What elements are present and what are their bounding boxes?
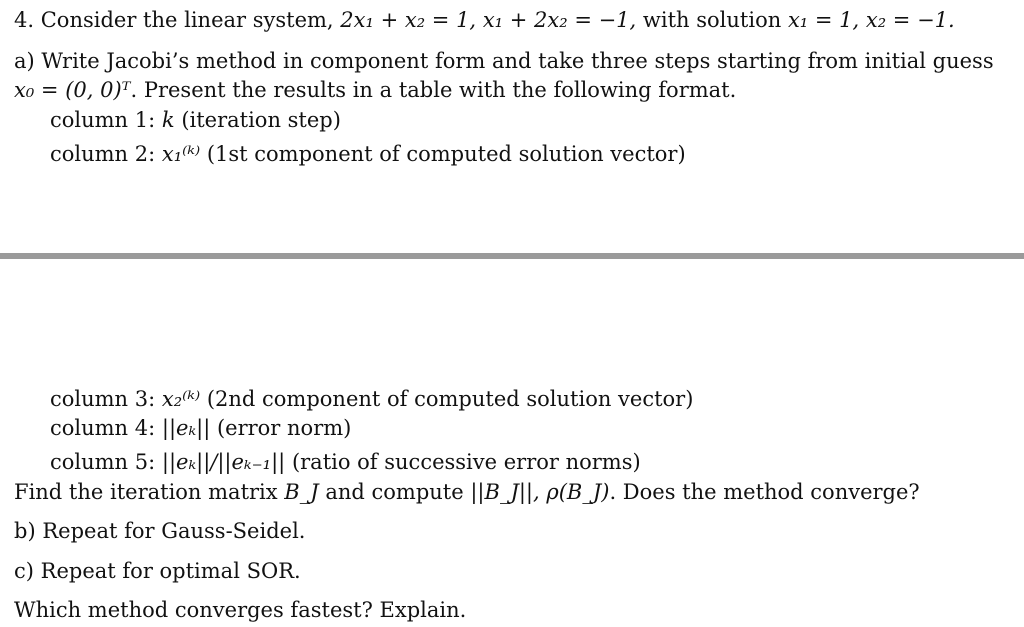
- part-a-line-2: [14, 76, 736, 104]
- column-spec-1: [50, 106, 341, 134]
- column-symbol: x₁⁽ᵏ⁾: [161, 142, 201, 166]
- page-divider: [0, 253, 1024, 259]
- iteration-matrix-symbol: B_J: [284, 480, 319, 504]
- column-label: column 5:: [50, 450, 156, 474]
- column-symbol: k: [161, 108, 175, 132]
- find-text-1: Find the iteration matrix: [14, 480, 278, 504]
- closing-text: Which method converges fastest? Explain.: [14, 598, 467, 622]
- column-label: column 4:: [50, 416, 156, 440]
- part-c: [14, 557, 301, 585]
- column-symbol: x₂⁽ᵏ⁾: [161, 387, 201, 411]
- problem-number: 4.: [14, 8, 35, 32]
- with-solution-text: with solution: [642, 8, 782, 32]
- part-a-label: a): [14, 49, 35, 73]
- part-b-text: Repeat for Gauss-Seidel.: [42, 519, 306, 543]
- part-a-text-1: Write Jacobi’s method in component form and take three steps starting from initial guess: [41, 49, 994, 73]
- find-text-3: . Does the method converge?: [609, 480, 920, 504]
- column-desc: (error norm): [216, 416, 352, 440]
- matrix-norm-and-radius: ||B_J||, ρ(B_J): [470, 480, 610, 504]
- problem-intro: Consider the linear system,: [40, 8, 334, 32]
- exact-solution: x₁ = 1, x₂ = −1.: [787, 8, 955, 32]
- find-text-2: and compute: [325, 480, 464, 504]
- column-spec-4: [50, 414, 351, 442]
- part-c-label: c): [14, 559, 34, 583]
- problem-statement: [14, 6, 955, 34]
- column-symbol: ||eₖ||/||eₖ₋₁||: [161, 450, 286, 474]
- column-spec-2: [50, 140, 686, 168]
- find-iteration-matrix: [14, 478, 920, 506]
- part-a-line-1: [14, 47, 994, 75]
- column-desc: (ratio of successive error norms): [291, 450, 641, 474]
- equation-2: x₁ + 2x₂ = −1,: [482, 8, 637, 32]
- column-spec-5: [50, 448, 641, 476]
- initial-guess: x₀ = (0, 0)ᵀ: [14, 78, 131, 102]
- column-label: column 3:: [50, 387, 156, 411]
- equation-1: 2x₁ + x₂ = 1,: [340, 8, 477, 32]
- column-spec-3: [50, 385, 693, 413]
- column-label: column 1:: [50, 108, 156, 132]
- column-label: column 2:: [50, 142, 156, 166]
- part-b: [14, 517, 305, 545]
- column-desc: (1st component of computed solution vector): [206, 142, 686, 166]
- part-a-text-2: . Present the results in a table with the following format.: [130, 78, 737, 102]
- part-b-label: b): [14, 519, 36, 543]
- part-c-text: Repeat for optimal SOR.: [40, 559, 301, 583]
- column-symbol: ||eₖ||: [161, 416, 211, 440]
- column-desc: (2nd component of computed solution vector): [206, 387, 694, 411]
- closing-question: [14, 596, 466, 624]
- column-desc: (iteration step): [181, 108, 341, 132]
